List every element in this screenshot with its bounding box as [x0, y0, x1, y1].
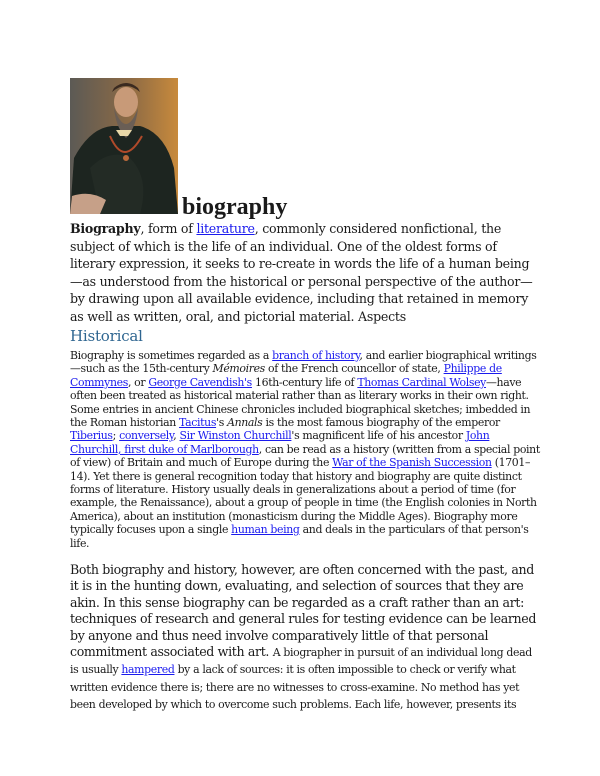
link-human-being[interactable]: human being — [231, 523, 300, 537]
link-war-of-spanish-succession[interactable]: War of the Spanish Succession — [332, 456, 492, 470]
link-george-cavendish[interactable]: George Cavendish's — [148, 375, 252, 389]
link-winston-churchill[interactable]: Sir Winston Churchill — [179, 429, 292, 443]
link-conversely[interactable]: conversely — [119, 429, 174, 443]
link-literature[interactable]: literature — [196, 221, 255, 236]
section-heading-historical: Historical — [70, 327, 143, 345]
article-title: biography — [182, 194, 288, 220]
portrait-image — [70, 78, 178, 214]
link-thomas-wolsey[interactable]: Thomas Cardinal Wolsey — [357, 375, 486, 389]
link-philippe-de-commynes[interactable]: Philippe de Commynes — [70, 362, 502, 389]
historical-paragraph: Biography is sometimes regarded as a branch of history, and earlier biographical writings—such as the 15th-century Mémoires of the French councellor of state, Philippe de Commynes, or George Cavendish's 16th-century life of Thomas Cardinal Wolsey—have often been treated as historical material rather than as literary works in their own right. Some entries in ancient Chinese chronicles included biographical sketches; imbedded in the Roman historian Tacitus's Annals is the most famous biography of the emperor Tiberius; conversely, Sir Winston Churchill's magnificent life of his ancestor John Churchill, first duke of Marlborough, can be read as a history (written from a special point of view) of Britain and much of Europe during the War of the Spanish Succession (1701–14). Yet there is general recognition today that history and biography are quite distinct forms of literature. History usually deals in generalizations about a period of time (for example, the Renaissance), about a group of people in time (the English colonies in North America), about an institution (monasticism during the Middle Ages). Biography more typically focuses upon a single human being and deals in the particulars of that person's life. — [70, 349, 540, 550]
link-hampered[interactable]: hampered — [121, 663, 175, 677]
link-tacitus[interactable]: Tacitus — [179, 416, 217, 430]
link-tiberius[interactable]: Tiberius — [70, 429, 113, 443]
lead-term: Biography — [70, 221, 141, 236]
intro-paragraph: Biography, form of literature, commonly considered nonfictional, the subject of which is the life of an individual. One of the oldest forms of literary expression, it seeks to re-create in words the life of a human being—as understood from the historical or personal perspective of the author—by drawing upon all available evidence, including that retained in memory as well as written, oral, and pictorial material. Aspects — [70, 221, 533, 324]
link-branch-of-history[interactable]: branch of history — [272, 349, 360, 362]
link-duke-of-marlborough[interactable]: John Churchill, first duke of Marlborough — [70, 429, 490, 456]
sources-paragraph: Both biography and history, however, are often concerned with the past, and it is in the hunting down, evaluating, and selection of sources that they are akin. In this sense biography can be regarded as a craft rather than an art: techniques of research and general rules for testing evidence can be learned by anyone and thus need involve comparatively little of that personal commitment associated with art. A biographer in pursuit of an individual long dead is usually hampered by a lack of sources: it is often impossible to check or verify what written evidence there is; there are no witnesses to cross-examine. No method has yet been developed by which to overcome such problems. Each life, however, presents its — [70, 562, 537, 712]
